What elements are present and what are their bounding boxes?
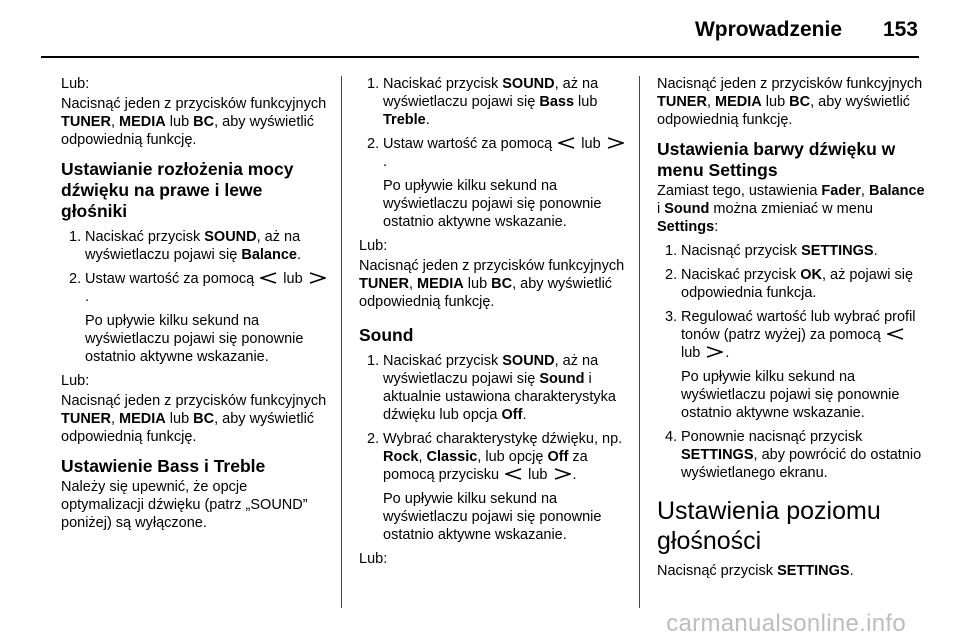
heading-balance: Ustawianie rozłożenia mocy dźwięku na prawe i lewe głośniki xyxy=(61,159,294,221)
key-settings: SETTINGS xyxy=(681,447,754,463)
text: lub xyxy=(524,467,552,483)
arrow-left-icon xyxy=(505,468,522,480)
key-tuner: TUNER xyxy=(657,94,707,110)
steps-balance xyxy=(61,228,331,366)
heading-bass-treble: Ustawienie Bass i Treble xyxy=(61,456,266,476)
label-balance: Balance xyxy=(241,247,297,263)
page-header xyxy=(0,0,960,60)
steps-sound xyxy=(359,352,627,544)
step-note: Po upływie kilku sekund na wyświetlaczu pojawi się ponownie ostatnio aktywne wskazanie. xyxy=(85,313,304,365)
paragraph-lub: Lub: xyxy=(61,76,90,92)
label-sound: Sound xyxy=(664,201,710,217)
text: , xyxy=(110,114,120,130)
list-item xyxy=(61,270,331,366)
list-item xyxy=(657,308,925,422)
list-item xyxy=(359,352,627,424)
text: , xyxy=(408,276,418,292)
column-3 xyxy=(657,75,925,586)
text: , aby wyświetlić odpowiednią funkcję. xyxy=(657,94,911,128)
step-text xyxy=(681,428,925,482)
heading-sound: Sound xyxy=(359,325,414,345)
key-tuner: TUNER xyxy=(61,411,111,427)
text: lub xyxy=(577,136,605,152)
key-settings: SETTINGS xyxy=(777,563,850,579)
text: Naciskać przycisk xyxy=(383,353,503,369)
text: lub xyxy=(574,94,598,110)
text: i xyxy=(657,201,665,217)
key-media: MEDIA xyxy=(119,114,166,130)
heading-volume-settings: Ustawienia poziomu głośności xyxy=(657,497,881,555)
label-classic: Classic xyxy=(426,449,478,465)
paragraph-lub: Lub: xyxy=(61,373,90,389)
text: , lub opcję xyxy=(477,449,548,465)
paragraph-volume-intro xyxy=(657,562,925,580)
text: , aż na wyświetlaczu pojawi się xyxy=(383,76,599,110)
step-note: Po upływie kilku sekund na wyświetlaczu pojawi się ponownie ostatnio aktywne wskazanie. xyxy=(383,491,602,543)
text: , aby powrócić do ostatnio wyświetlanego ekranu. xyxy=(681,447,922,481)
text: . xyxy=(572,467,577,483)
text: Wybrać charakterystykę dźwięku, np. xyxy=(383,431,623,447)
arrow-left-icon xyxy=(558,137,575,149)
page-number: 153 xyxy=(882,18,918,41)
text: lub xyxy=(463,276,492,292)
page-title: Wprowadzenie xyxy=(694,18,842,41)
text: Nacisnąć przycisk xyxy=(681,243,802,259)
text: Nacisnąć jeden z przycisków funkcyjnych xyxy=(61,96,327,112)
key-bc: BC xyxy=(193,411,215,427)
text: Nacisnąć jeden z przycisków funkcyjnych xyxy=(359,258,625,274)
list-item xyxy=(657,428,925,482)
paragraph-optimization: Należy się upewnić, że opcje optymalizacji dźwięku (patrz „SOUND” poniżej) są wyłączone. xyxy=(61,479,308,531)
header-rule xyxy=(41,56,919,58)
watermark: carmanualsonline.info xyxy=(666,610,906,637)
arrow-right-icon xyxy=(309,272,326,284)
text: . xyxy=(873,243,878,259)
label-treble: Treble xyxy=(383,112,426,128)
step-number: 3. xyxy=(665,309,678,325)
text: Regulować wartość lub wybrać profil tonów (patrz wyżej) za pomocą xyxy=(681,309,916,343)
step-number: 2. xyxy=(69,271,82,287)
label-sound: Sound xyxy=(539,371,585,387)
text: można zmieniać w menu xyxy=(709,201,873,217)
step-number: 4. xyxy=(665,429,678,445)
paragraph-settings-intro xyxy=(657,182,925,236)
text: , aby wyświetlić odpowiednią funkcję. xyxy=(61,411,315,445)
key-media: MEDIA xyxy=(715,94,762,110)
step-number: 2. xyxy=(665,267,678,283)
paragraph-function-buttons xyxy=(359,257,627,311)
list-item xyxy=(359,75,627,129)
steps-bass-treble xyxy=(359,75,627,231)
arrow-right-icon xyxy=(607,137,624,149)
label-balance: Balance xyxy=(868,183,925,199)
text: : xyxy=(714,219,719,235)
step-text xyxy=(85,270,331,306)
text: lub xyxy=(761,94,790,110)
text: , xyxy=(860,183,869,199)
step-number: 1. xyxy=(367,76,380,92)
step-text xyxy=(383,430,627,484)
text: , xyxy=(110,411,120,427)
list-item xyxy=(657,266,925,302)
text: lub xyxy=(681,345,705,361)
text: Nacisnąć przycisk xyxy=(657,563,778,579)
step-text xyxy=(681,308,925,362)
text: . xyxy=(725,345,730,361)
list-item xyxy=(359,135,627,231)
text: Zamiast tego, ustawienia xyxy=(657,183,822,199)
arrow-right-icon xyxy=(706,346,723,358)
step-text xyxy=(383,75,627,129)
list-item xyxy=(61,228,331,264)
paragraph-lub: Lub: xyxy=(359,238,388,254)
text: Naciskać przycisk xyxy=(85,229,205,245)
key-bc: BC xyxy=(789,94,811,110)
key-bc: BC xyxy=(491,276,513,292)
text: Naciskać przycisk xyxy=(681,267,801,283)
step-text xyxy=(85,228,331,264)
key-sound: SOUND xyxy=(502,76,555,92)
text: Ustaw wartość za pomocą xyxy=(383,136,557,152)
text: . xyxy=(849,563,854,579)
step-note: Po upływie kilku sekund na wyświetlaczu pojawi się ponownie ostatnio aktywne wskazanie. xyxy=(383,178,602,230)
steps-settings xyxy=(657,242,925,482)
step-number: 1. xyxy=(665,243,678,259)
text: Nacisnąć jeden z przycisków funkcyjnych xyxy=(657,76,923,92)
text: lub xyxy=(165,114,194,130)
step-text xyxy=(383,352,627,424)
step-number: 2. xyxy=(367,136,380,152)
text: . xyxy=(522,407,527,423)
text: , xyxy=(706,94,716,110)
arrow-right-icon xyxy=(554,468,571,480)
text: . xyxy=(296,247,301,263)
key-sound: SOUND xyxy=(502,353,555,369)
text: , xyxy=(418,449,427,465)
text: , aby wyświetlić odpowiednią funkcję. xyxy=(61,114,315,148)
paragraph-function-buttons xyxy=(657,75,925,129)
paragraph-lub: Lub: xyxy=(359,551,388,567)
text: Ustaw wartość za pomocą xyxy=(85,271,259,287)
label-off: Off xyxy=(501,407,523,423)
text: , aż pojawi się odpowiednia funkcja. xyxy=(681,267,914,301)
paragraph-function-buttons xyxy=(61,392,331,446)
step-text xyxy=(681,266,925,302)
label-bass: Bass xyxy=(539,94,575,110)
list-item xyxy=(359,430,627,544)
text: , aż na wyświetlaczu pojawi się xyxy=(85,229,301,263)
key-tuner: TUNER xyxy=(359,276,409,292)
key-settings: SETTINGS xyxy=(801,243,874,259)
list-item xyxy=(657,242,925,260)
heading-settings-menu: Ustawienia barwy dźwięku w menu Settings xyxy=(657,139,896,180)
paragraph-function-buttons xyxy=(61,95,331,149)
text: lub xyxy=(279,271,307,287)
text: i aktualnie ustawiona charakterystyka dźwięku lub opcja xyxy=(383,371,616,423)
text: . xyxy=(85,289,90,305)
text: . xyxy=(383,154,388,170)
step-text xyxy=(681,242,925,260)
column-divider-2 xyxy=(639,76,640,608)
text: . xyxy=(425,112,430,128)
text: Naciskać przycisk xyxy=(383,76,503,92)
key-media: MEDIA xyxy=(417,276,464,292)
column-divider-1 xyxy=(341,76,342,608)
label-off: Off xyxy=(547,449,569,465)
key-sound: SOUND xyxy=(204,229,257,245)
arrow-left-icon xyxy=(887,328,904,340)
step-text xyxy=(383,135,627,171)
column-1 xyxy=(61,75,331,538)
step-number: 2. xyxy=(367,431,380,447)
column-2 xyxy=(359,75,627,570)
text: Nacisnąć jeden z przycisków funkcyjnych xyxy=(61,393,327,409)
label-rock: Rock xyxy=(383,449,419,465)
text: Ponownie nacisnąć przycisk xyxy=(681,429,863,445)
label-settings: Settings xyxy=(657,219,715,235)
step-number: 1. xyxy=(367,353,380,369)
text: , aby wyświetlić odpowiednią funkcję. xyxy=(359,276,613,310)
step-note: Po upływie kilku sekund na wyświetlaczu pojawi się ponownie ostatnio aktywne wskazanie. xyxy=(681,369,900,421)
key-bc: BC xyxy=(193,114,215,130)
key-ok: OK xyxy=(800,267,822,283)
label-fader: Fader xyxy=(821,183,861,199)
step-number: 1. xyxy=(69,229,82,245)
arrow-left-icon xyxy=(260,272,277,284)
text: , aż na wyświetlaczu pojawi się xyxy=(383,353,599,387)
text: za pomocą przycisku xyxy=(383,449,588,483)
key-tuner: TUNER xyxy=(61,114,111,130)
key-media: MEDIA xyxy=(119,411,166,427)
text: lub xyxy=(165,411,194,427)
